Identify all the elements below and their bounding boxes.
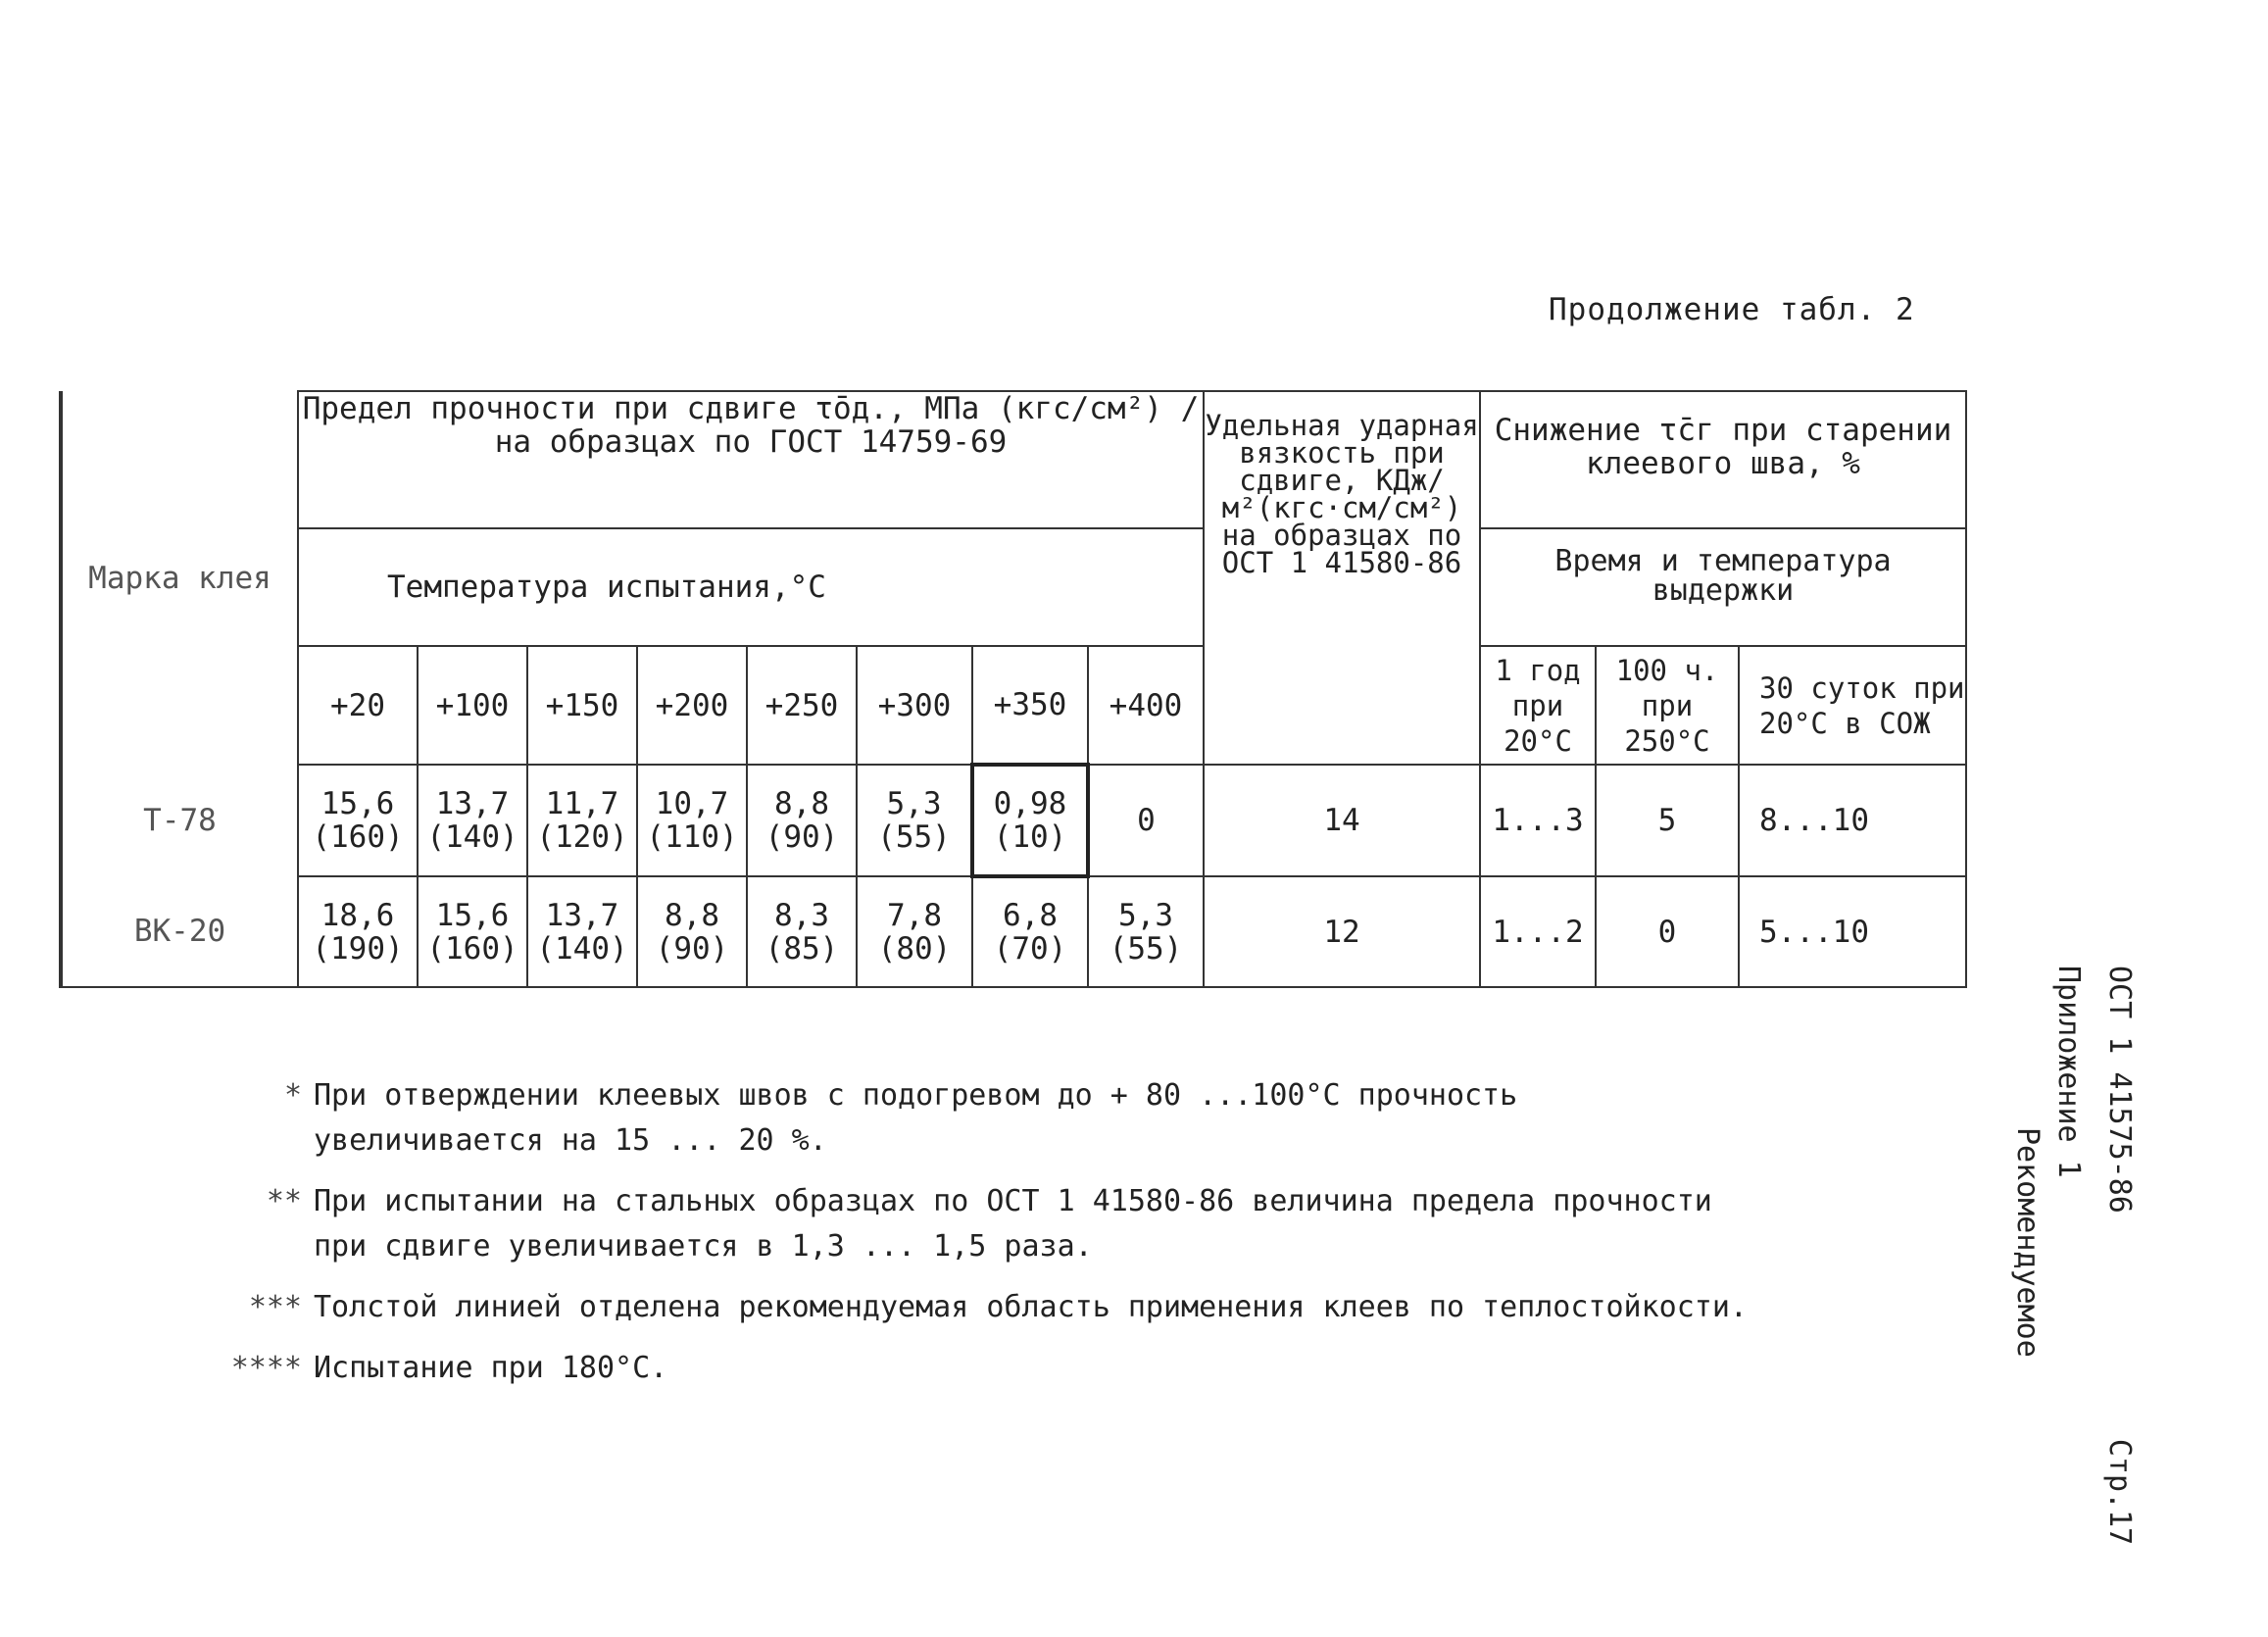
table-cell: 8,8 (90) — [637, 876, 747, 987]
footnote-mark: *** — [248, 1290, 302, 1324]
side-recommended: Рекомендуемое — [2010, 1127, 2045, 1358]
aging-col-header: 100 ч. при 250°С — [1596, 646, 1739, 765]
col-header-shear-strength: Предел прочности при сдвиге τ̄од., МПа (кгс/см²) /на образцах по ГОСТ 14759-69 — [298, 391, 1204, 528]
table-cell: 0 — [1088, 765, 1204, 876]
temp-header: +20 — [298, 646, 418, 765]
table-cell: 6,8 (70) — [972, 876, 1088, 987]
aging-cell: 5 — [1596, 765, 1739, 876]
aging-cell: 8...10 — [1739, 765, 1966, 876]
footnote-mark: **** — [230, 1351, 302, 1385]
test-temperature-label: Температура испытания,°С — [298, 528, 1204, 646]
side-appendix: Приложение 1 — [2051, 966, 2086, 1178]
footnote: *** Толстой линией отделена рекомендуемая область применения клеев по теплостойкости. — [196, 1285, 2058, 1330]
impact-cell: 14 — [1204, 765, 1480, 876]
table-cell: 5,3 (55) — [1088, 876, 1204, 987]
col-header-decrease: Снижение τ̄сг при старении клеевого шва, % — [1480, 391, 1966, 528]
temp-header: +350 — [972, 646, 1088, 765]
table-cell: 15,6 (160) — [298, 765, 418, 876]
table-row — [61, 876, 1966, 987]
aging-label: Время и температура выдержки — [1480, 528, 1966, 646]
aging-col-header: 30 суток при 20°С в СОЖ — [1739, 646, 1966, 765]
table-cell: 0,98 (10) — [972, 765, 1088, 876]
continuation-header: Продолжение табл. 2 — [1549, 292, 1915, 327]
aging-cell: 5...10 — [1739, 876, 1966, 987]
temp-header: +150 — [527, 646, 637, 765]
aging-cell: 0 — [1596, 876, 1739, 987]
impact-cell: 12 — [1204, 876, 1480, 987]
footnote-mark: ** — [266, 1184, 302, 1218]
aging-cell: 1...2 — [1480, 876, 1596, 987]
table-cell: 10,7 (110) — [637, 765, 747, 876]
table-cell: 8,3 (85) — [747, 876, 857, 987]
footnote: **** Испытание при 180°С. — [196, 1346, 2058, 1391]
aging-col-header: 1 год при 20°С — [1480, 646, 1596, 765]
table-cell: 11,7 (120) — [527, 765, 637, 876]
table-cell: 7,8 (80) — [857, 876, 972, 987]
table-row — [61, 765, 1966, 876]
table-cell: 15,6 (160) — [418, 876, 527, 987]
table-cell: 13,7 (140) — [527, 876, 637, 987]
footnote: * При отверждении клеевых швов с подогревом до + 80 ...100°С прочность увеличивается на 15 ... 20 %. — [196, 1073, 2058, 1164]
footnote: ** При испытании на стальных образцах по ОСТ 1 41580-86 величина предела прочности при сдвиге увеличивается в 1,3 ... 1,5 раза. — [196, 1179, 2058, 1269]
footnotes — [196, 1073, 2058, 1407]
adhesive-properties-table — [59, 390, 1967, 988]
row-mark: Т-78 — [61, 765, 298, 876]
col-header-mark: Марка клея — [61, 391, 298, 765]
table-cell: 13,7 (140) — [418, 765, 527, 876]
table-cell: 8,8 (90) — [747, 765, 857, 876]
side-doc-number: ОСТ 1 41575-86Стр.17 — [2102, 966, 2137, 1546]
row-mark: ВК-20 — [61, 876, 298, 987]
temp-header: +200 — [637, 646, 747, 765]
temp-header: +250 — [747, 646, 857, 765]
aging-cell: 1...3 — [1480, 765, 1596, 876]
col-header-impact: Удельная ударная вязкость при сдвиге, КДж/м²(кгс·см/см²) на образцах по ОСТ 1 41580-86 — [1204, 391, 1480, 765]
table-cell: 5,3 (55) — [857, 765, 972, 876]
table-cell: 18,6 (190) — [298, 876, 418, 987]
footnote-mark: * — [283, 1078, 302, 1113]
temp-header: +400 — [1088, 646, 1204, 765]
temp-header: +300 — [857, 646, 972, 765]
temp-header: +100 — [418, 646, 527, 765]
